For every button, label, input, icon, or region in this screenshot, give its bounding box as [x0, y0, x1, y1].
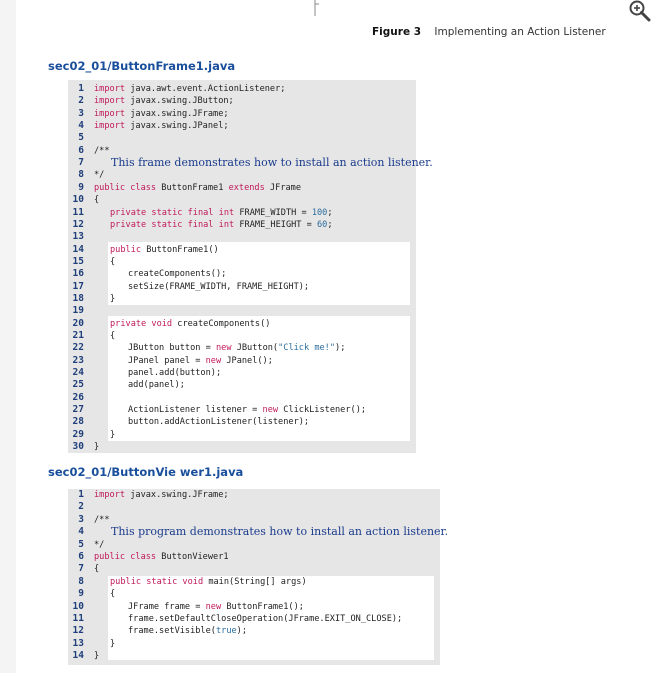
file-title-buttonframe1: sec02_01/ButtonFrame1.java [48, 59, 236, 73]
code-token: ; [327, 219, 333, 230]
line-number: 20 [72, 317, 84, 329]
line-number: 21 [72, 330, 84, 341]
line-number: 4 [78, 526, 84, 538]
file-title-buttonviewer1: sec02_01/ButtonVie wer1.java [48, 465, 244, 479]
line-number: 6 [78, 551, 84, 562]
code-token: { [94, 195, 100, 206]
code-token: panel.add(button); [128, 368, 222, 379]
code-line [128, 602, 304, 612]
keyword-token: public class [94, 552, 157, 562]
code-token: ClickListener(); [283, 405, 367, 416]
keyword-token: private static final int [110, 207, 235, 218]
code-token: createComponents() [177, 318, 271, 329]
line-number: 2 [78, 501, 84, 513]
code-line [110, 294, 115, 304]
line-number: 19 [72, 305, 84, 317]
zoom-in-icon[interactable] [628, 0, 652, 22]
keyword-token: private static final int [110, 219, 235, 230]
code-token: ButtonViewer1 [161, 552, 229, 562]
code-line [94, 183, 301, 193]
code-line [94, 96, 234, 106]
code-line [128, 368, 221, 378]
code-token: { [110, 589, 116, 600]
line-number: 3 [78, 513, 84, 525]
line-number: 29 [72, 428, 84, 440]
line-number: 9 [78, 588, 84, 600]
line-number: 22 [72, 342, 84, 354]
line-number: 26 [72, 391, 84, 403]
line-number: 11 [72, 206, 84, 218]
line-number: 2 [78, 95, 84, 107]
line-number: 9 [78, 181, 84, 193]
keyword-token: import [94, 490, 126, 500]
keyword-token: new [205, 355, 222, 366]
code-token: createComponents(); [128, 269, 227, 280]
code-line [110, 319, 270, 329]
keyword-token: private void [110, 318, 173, 329]
code-line [128, 343, 345, 353]
keyword-token: import [94, 84, 126, 94]
code-token: } [110, 638, 116, 649]
code-line [110, 331, 115, 341]
line-number: 7 [78, 563, 84, 575]
code-line [94, 442, 99, 452]
line-number: 18 [72, 292, 84, 304]
code-token: ButtonFrame1 [161, 182, 224, 193]
line-number: 5 [78, 538, 84, 550]
page [16, 0, 655, 673]
code-line [94, 109, 229, 119]
line-number: 17 [72, 280, 84, 292]
line-number: 3 [78, 107, 84, 119]
code-token: JPanel panel = [128, 355, 201, 366]
code-line [94, 651, 99, 661]
line-number: 14 [72, 650, 84, 662]
code-token: ActionListener listener = [128, 405, 258, 416]
code-line [94, 195, 99, 205]
line-number: 23 [72, 354, 84, 366]
keyword-token: new [262, 405, 279, 416]
code-token: javax.swing.JFrame; [130, 108, 229, 119]
code-token: ; [327, 207, 333, 218]
code-line [110, 208, 333, 218]
code-token: javax.swing.JPanel; [130, 121, 229, 132]
line-number: 13 [72, 231, 84, 243]
code-line [128, 614, 402, 624]
code-token: JButton button = [128, 343, 211, 354]
code-token: } [94, 442, 100, 453]
code-token: frame.setVisible( [128, 626, 216, 637]
keyword-token: public [110, 244, 142, 255]
code-token: frame.setDefaultCloseOperation(JFrame.EXIT_ON_CLOSE); [128, 614, 403, 624]
figure-title: Implementing an Action Listener [434, 26, 606, 38]
keyword-token: import [94, 121, 126, 132]
code-token: ); [236, 626, 248, 637]
code-token: button.addActionListener(listener); [128, 417, 310, 428]
line-number: 1 [78, 83, 84, 94]
line-number: 27 [72, 404, 84, 416]
line-number: 12 [72, 625, 84, 637]
code-line [110, 245, 219, 255]
code-token: ButtonFrame1(); [226, 601, 304, 612]
code-line [94, 540, 104, 550]
code-line [128, 405, 366, 415]
line-number: 7 [78, 157, 84, 169]
code-token: JFrame [269, 182, 302, 193]
code-token: JButton( [236, 343, 279, 354]
code-token: } [110, 429, 116, 440]
literal-token: true [215, 626, 237, 637]
code-line [94, 564, 99, 574]
code-token: setSize(FRAME_WIDTH, FRAME_HEIGHT); [128, 281, 310, 292]
line-number: 8 [78, 575, 84, 587]
code-token: ButtonFrame1() [146, 244, 219, 255]
line-number: 14 [72, 243, 84, 255]
line-number: 8 [78, 169, 84, 181]
code-line [128, 282, 309, 292]
code-token: add(panel); [128, 380, 185, 391]
keyword-token: extends [228, 182, 265, 193]
line-number: 13 [72, 637, 84, 649]
line-number: 6 [78, 144, 84, 156]
code-line [94, 515, 110, 525]
code-line [94, 146, 110, 156]
code-token: main(String[] args) [208, 576, 307, 587]
figure-caption [372, 26, 606, 38]
keyword-token: public static void [110, 576, 204, 587]
code-token: ); [335, 343, 346, 354]
code-line [128, 417, 309, 427]
code-line [110, 430, 115, 440]
figure-label: Figure 3 [372, 26, 422, 38]
code-token: } [110, 293, 116, 304]
code-token: { [110, 331, 116, 341]
code-line [110, 577, 307, 587]
code-token: JPanel(); [226, 355, 273, 366]
line-number: 5 [78, 132, 84, 144]
code-line [94, 170, 104, 180]
keyword-token: new [205, 601, 222, 612]
line-number: 11 [72, 613, 84, 624]
line-number: 1 [78, 489, 84, 500]
code-line [110, 639, 115, 649]
code-token: javax.swing.JFrame; [130, 490, 229, 500]
line-number: 15 [72, 255, 84, 267]
code-token: /** [94, 514, 110, 525]
keyword-token: import [94, 96, 126, 107]
code-line [94, 552, 229, 562]
keyword-token: new [215, 343, 232, 354]
line-number: 16 [72, 268, 84, 280]
line-number: 30 [72, 441, 84, 453]
code-line [94, 490, 229, 500]
line-number: 25 [72, 379, 84, 391]
code-line [110, 257, 115, 267]
doc-comment-text: This program demonstrates how to install an action listener. [111, 525, 449, 539]
code-token: JFrame frame = [128, 601, 201, 612]
code-token: java.awt.event.ActionListener; [130, 84, 286, 94]
code-token: */ [94, 170, 105, 181]
code-line [94, 84, 285, 94]
literal-token: 60 [317, 219, 328, 230]
literal-token: "Click me!" [278, 343, 336, 354]
code-token: { [94, 564, 100, 575]
line-number: 24 [72, 367, 84, 379]
code-token: { [110, 256, 116, 267]
code-token: javax.swing.JButton; [130, 96, 234, 107]
line-number: 12 [72, 218, 84, 230]
line-number: 10 [72, 600, 84, 612]
code-token: FRAME_HEIGHT = [239, 219, 312, 230]
line-number: 10 [72, 194, 84, 206]
keyword-token: public class [94, 182, 157, 193]
line-number: 4 [78, 120, 84, 132]
code-line [94, 121, 229, 131]
keyword-token: import [94, 108, 126, 119]
code-token: } [94, 651, 100, 662]
literal-token: 100 [311, 207, 328, 218]
text-cursor-mark [312, 0, 319, 16]
code-line [128, 380, 185, 390]
code-line [128, 626, 247, 636]
code-line [128, 356, 273, 366]
code-line [128, 269, 226, 279]
code-line [110, 220, 333, 230]
code-line [110, 589, 115, 599]
code-token: */ [94, 539, 105, 550]
code-token: FRAME_WIDTH = [239, 207, 307, 218]
line-number: 28 [72, 416, 84, 428]
doc-comment-text: This frame demonstrates how to install an action listener. [111, 156, 433, 170]
code-token: /** [94, 145, 110, 156]
